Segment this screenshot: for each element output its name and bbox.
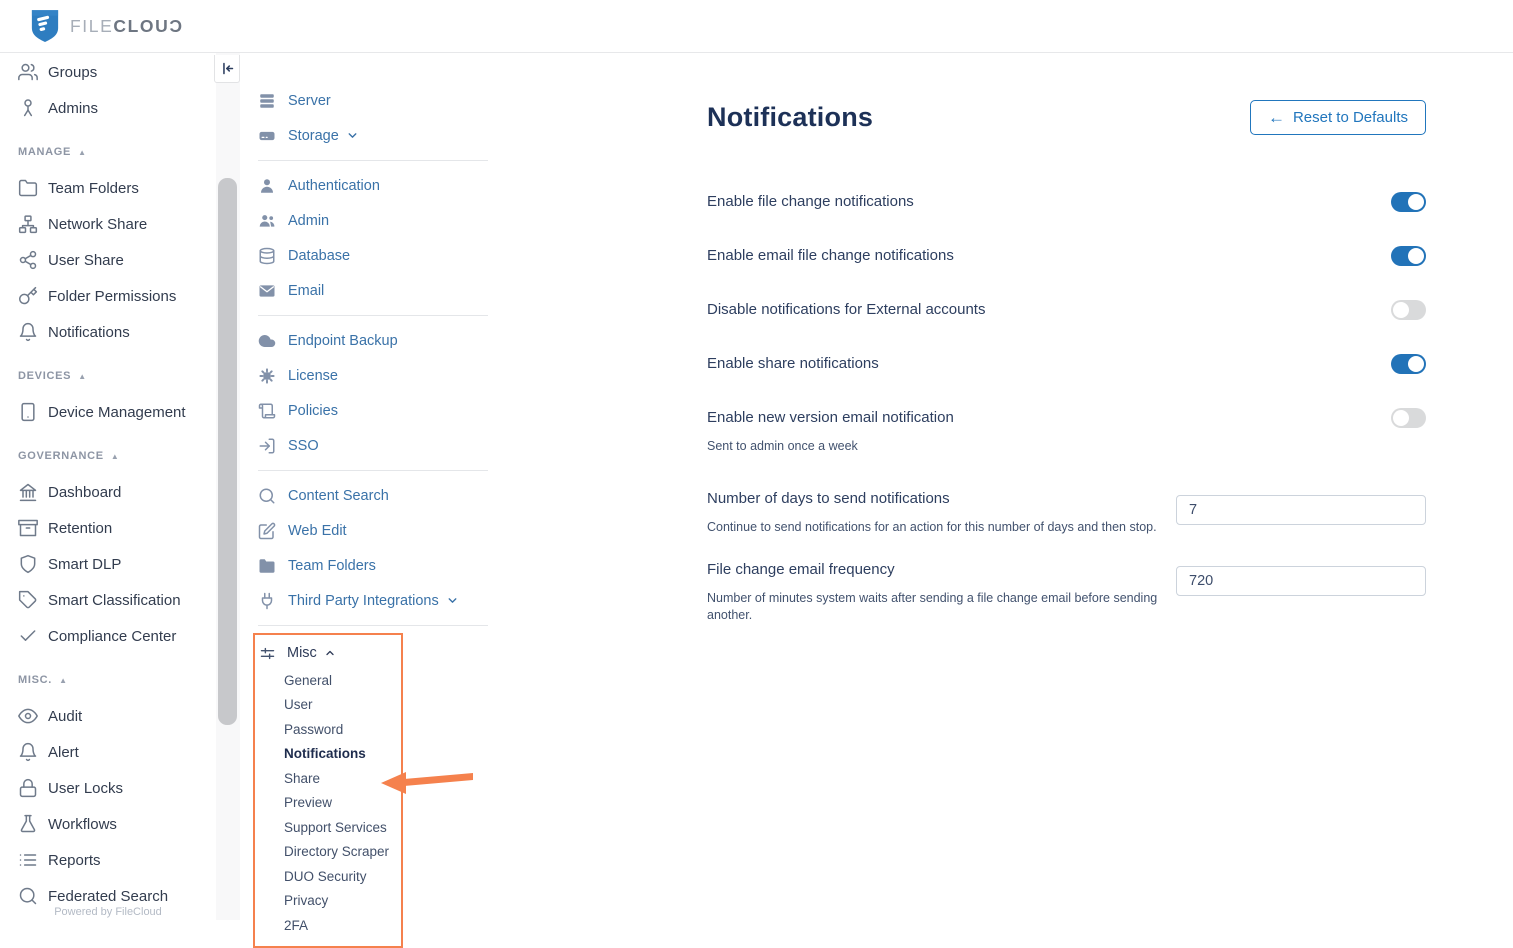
sidebar-item-smart-dlp[interactable]	[0, 546, 216, 582]
misc-subitem-notifications[interactable]: Notifications	[284, 746, 366, 762]
settings-nav-item-content-search[interactable]	[240, 478, 490, 513]
sidebar-section-title: MISC.	[18, 674, 53, 686]
toggle-knob	[1393, 410, 1409, 426]
settings-nav-item-web-edit[interactable]	[240, 513, 490, 548]
sidebar-item-label: User Share	[48, 251, 124, 269]
chevron-up-icon	[324, 647, 336, 659]
collapse-panel-button[interactable]	[214, 55, 240, 83]
enable-share-notifications-toggle[interactable]	[1391, 354, 1426, 374]
settings-nav-label: Admin	[288, 212, 330, 229]
settings-nav-item-license[interactable]	[240, 358, 490, 393]
settings-nav-label: Authentication	[288, 177, 380, 194]
scroll-icon	[258, 402, 276, 420]
triangle-up-icon: ▲	[110, 451, 120, 461]
setting-row-disable-notifications-for-external-accounts	[707, 300, 1426, 320]
main-sidebar	[0, 53, 216, 920]
server-icon	[258, 92, 276, 110]
nav-divider	[258, 625, 488, 626]
sidebar-item-label: Notifications	[48, 323, 130, 341]
settings-nav-item-authentication[interactable]	[240, 168, 490, 203]
page-title: Notifications	[707, 102, 874, 132]
sidebar-section-devices[interactable]	[0, 358, 216, 394]
settings-nav-item-email[interactable]	[240, 273, 490, 308]
settings-nav-item-team-folders[interactable]	[240, 548, 490, 583]
sidebar-section-title: MANAGE	[18, 146, 72, 158]
settings-nav-item-storage[interactable]	[240, 118, 490, 153]
settings-nav-label: Email	[288, 282, 325, 299]
share-icon	[18, 250, 38, 270]
sidebar-item-device-management[interactable]	[0, 394, 216, 430]
sidebar-item-workflows[interactable]	[0, 806, 216, 842]
misc-highlight-box	[253, 633, 403, 948]
misc-subitem-2fa[interactable]: 2FA	[284, 917, 309, 933]
misc-subitem-support-services[interactable]: Support Services	[284, 819, 387, 835]
misc-subitem-share[interactable]: Share	[284, 770, 321, 786]
sidebar-item-label: Retention	[48, 519, 113, 537]
search-icon	[18, 886, 38, 906]
sidebar-section-manage[interactable]	[0, 134, 216, 170]
sidebar-item-label: Workflows	[48, 815, 117, 833]
app-header	[0, 0, 1513, 53]
number-of-days-to-send-notifications-input[interactable]	[1176, 495, 1426, 525]
sidebar-item-label: Alert	[48, 743, 79, 761]
sidebar-section-governance[interactable]	[0, 438, 216, 474]
misc-subitem-preview[interactable]: Preview	[284, 795, 333, 811]
settings-nav-label: SSO	[288, 437, 319, 454]
sidebar-item-reports[interactable]	[0, 842, 216, 878]
settings-nav-item-third-party-integrations[interactable]	[240, 583, 490, 618]
sidebar-scrollbar-thumb[interactable]	[218, 178, 237, 725]
sidebar-item-label: Dashboard	[48, 483, 122, 501]
sidebar-scrollbar-track	[216, 53, 240, 920]
settings-nav-label: License	[288, 367, 338, 384]
logo-wordmark: FILECLOUƆ	[70, 15, 184, 36]
settings-nav	[240, 53, 490, 933]
misc-subitem-directory-scraper[interactable]: Directory Scraper	[284, 844, 390, 860]
settings-nav-label: Third Party Integrations	[288, 592, 439, 609]
bell-icon	[18, 742, 38, 762]
sidebar-item-label: Smart Classification	[48, 591, 181, 609]
hdd-icon	[258, 127, 276, 145]
tags-icon	[18, 590, 38, 610]
file-change-email-frequency-input[interactable]	[1176, 566, 1426, 596]
sidebar-item-smart-classification[interactable]	[0, 582, 216, 618]
mail-icon	[258, 282, 276, 300]
toggle-knob	[1408, 248, 1424, 264]
setting-row-enable-share-notifications	[707, 354, 1426, 374]
bank-icon	[18, 482, 38, 502]
seal-icon	[258, 367, 276, 385]
sidebar-item-team-folders[interactable]	[0, 170, 216, 206]
chevron-down-icon	[446, 594, 459, 607]
sidebar-item-label: Folder Permissions	[48, 287, 177, 305]
sidebar-item-user-locks[interactable]	[0, 770, 216, 806]
setting-label: Enable file change notifications	[707, 193, 914, 210]
sidebar-item-label: Network Share	[48, 215, 148, 233]
settings-list	[707, 192, 1426, 624]
setting-row-enable-email-file-change-notifications	[707, 246, 1426, 266]
lock-icon	[18, 778, 38, 798]
triangle-up-icon: ▲	[78, 371, 87, 381]
setting-row-enable-new-version-email-notification	[707, 408, 1426, 455]
sidebar-item-dashboard[interactable]	[0, 474, 216, 510]
setting-description: Number of minutes system waits after sending a file change email before sending another.	[707, 591, 1158, 622]
cloud-icon	[258, 332, 276, 350]
list-icon	[18, 850, 38, 870]
sidebar-section-title: GOVERNANCE	[18, 450, 104, 462]
users-filled-icon	[258, 212, 276, 230]
settings-nav-item-endpoint-backup[interactable]	[240, 323, 490, 358]
archive-icon	[18, 518, 38, 538]
user-filled-icon	[258, 177, 276, 195]
sidebar-section-misc[interactable]	[0, 662, 216, 698]
setting-label: Disable notifications for External accounts	[707, 301, 986, 318]
setting-label: File change email frequency	[707, 561, 895, 578]
sidebar-item-label: Groups	[48, 63, 98, 81]
toggle-knob	[1393, 302, 1409, 318]
sidebar-item-label: Compliance Center	[48, 627, 177, 645]
setting-row-number-of-days-to-send-notifications	[707, 489, 1426, 536]
sidebar-item-label: User Locks	[48, 779, 124, 797]
database-icon	[258, 247, 276, 265]
sidebar-item-label: Federated Search	[48, 887, 169, 905]
sidebar-item-label: Admins	[48, 99, 99, 117]
sidebar-item-groups[interactable]	[0, 54, 216, 90]
check-icon	[18, 626, 38, 646]
toggle-knob	[1408, 194, 1424, 210]
collapse-left-icon	[219, 60, 236, 77]
sidebar-item-label: Smart DLP	[48, 555, 122, 573]
enable-email-file-change-notifications-toggle[interactable]	[1391, 246, 1426, 266]
sidebar-item-admins[interactable]	[0, 90, 216, 126]
misc-subitem-duo-security[interactable]: DUO Security	[284, 868, 367, 884]
main-content	[490, 53, 1513, 920]
shield-icon	[18, 554, 38, 574]
setting-description: Continue to send notifications for an action for this number of days and then stop.	[707, 520, 1157, 534]
reset-to-defaults-button[interactable]: ← Reset to Defaults	[1250, 100, 1426, 135]
sidebar-item-notifications[interactable]	[0, 314, 216, 350]
sidebar-item-label: Reports	[48, 851, 101, 869]
sidebar-item-compliance-center[interactable]	[0, 618, 216, 654]
sidebar-item-retention[interactable]	[0, 510, 216, 546]
sidebar-item-folder-permissions[interactable]	[0, 278, 216, 314]
enable-file-change-notifications-toggle[interactable]	[1391, 192, 1426, 212]
setting-row-enable-file-change-notifications	[707, 192, 1426, 212]
setting-row-file-change-email-frequency	[707, 560, 1426, 624]
folder-filled-icon	[258, 557, 276, 575]
nav-divider	[258, 160, 488, 161]
sidebar-item-audit[interactable]	[0, 698, 216, 734]
sidebar-item-label: Device Management	[48, 403, 186, 421]
settings-nav-item-sso[interactable]	[240, 428, 490, 463]
settings-nav-label: Storage	[288, 127, 339, 144]
sidebar-item-network-share[interactable]	[0, 206, 216, 242]
setting-description: Sent to admin once a week	[707, 439, 858, 453]
groups-icon	[18, 62, 38, 82]
plug-icon	[258, 592, 276, 610]
sidebar-item-label: Audit	[48, 707, 83, 725]
bell-icon	[18, 322, 38, 342]
filecloud-logo	[30, 9, 184, 43]
powered-by-text: Powered by FileCloud	[54, 906, 162, 918]
settings-nav-label: Misc	[287, 645, 317, 661]
triangle-up-icon: ▲	[59, 675, 68, 685]
toggle-knob	[1408, 356, 1424, 372]
setting-label: Number of days to send notifications	[707, 490, 950, 507]
settings-nav-label: Database	[288, 247, 351, 264]
setting-label: Enable share notifications	[707, 355, 879, 372]
sliders-icon	[259, 645, 276, 662]
sidebar-item-label: Team Folders	[48, 179, 139, 197]
settings-nav-item-misc[interactable]	[255, 638, 401, 668]
chevron-down-icon	[346, 129, 359, 142]
misc-subitem-user[interactable]: User	[284, 697, 313, 713]
nav-divider	[258, 470, 488, 471]
settings-nav-label: Server	[288, 92, 331, 109]
disable-notifications-for-external-accounts-toggle[interactable]	[1391, 300, 1426, 320]
settings-nav-label: Team Folders	[288, 557, 376, 574]
key-icon	[18, 286, 38, 306]
filecloud-shield-icon	[30, 9, 60, 43]
setting-label: Enable new version email notification	[707, 409, 954, 426]
settings-nav-item-server[interactable]	[240, 83, 490, 118]
sidebar-item-user-share[interactable]	[0, 242, 216, 278]
sidebar-item-alert[interactable]	[0, 734, 216, 770]
settings-nav-label: Content Search	[288, 487, 389, 504]
nav-divider	[258, 315, 488, 316]
misc-subitem-privacy[interactable]: Privacy	[284, 893, 329, 909]
search-icon	[258, 487, 276, 505]
admins-icon	[18, 98, 38, 118]
login-icon	[258, 437, 276, 455]
setting-label: Enable email file change notifications	[707, 247, 954, 264]
enable-new-version-email-notification-toggle[interactable]	[1391, 408, 1426, 428]
settings-nav-label: Web Edit	[288, 522, 347, 539]
settings-nav-label: Policies	[288, 402, 338, 419]
eye-icon	[18, 706, 38, 726]
flask-icon	[18, 814, 38, 834]
settings-nav-item-admin[interactable]	[240, 203, 490, 238]
misc-subitem-general[interactable]: General	[284, 672, 333, 688]
edit-icon	[258, 522, 276, 540]
network-icon	[18, 214, 38, 234]
sidebar-section-title: DEVICES	[18, 370, 72, 382]
arrow-left-icon: ←	[1267, 108, 1285, 127]
device-icon	[18, 402, 38, 422]
settings-nav-item-policies[interactable]	[240, 393, 490, 428]
misc-subitem-password[interactable]: Password	[284, 721, 344, 737]
folder-icon	[18, 178, 38, 198]
triangle-up-icon: ▲	[78, 147, 87, 157]
settings-nav-item-database[interactable]	[240, 238, 490, 273]
settings-nav-label: Endpoint Backup	[288, 332, 398, 349]
